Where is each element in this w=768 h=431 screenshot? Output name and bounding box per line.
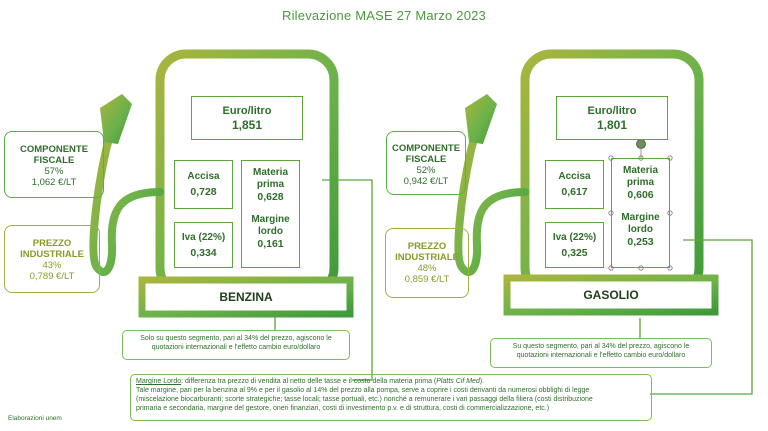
- benzina-euro-label: Euro/litro: [222, 105, 272, 117]
- gasolio-fiscale-pct: 52%: [416, 165, 436, 176]
- gasolio-iva-label: Iva (22%): [552, 232, 597, 243]
- gasolio-euro-box: [556, 96, 668, 140]
- benzina-fiscale-pct: 57%: [44, 166, 64, 177]
- benzina-accisa-value: 0,728: [190, 186, 217, 198]
- gasolio-fiscale-value: 0,942 €/LT: [403, 176, 449, 187]
- gasolio-industriale-line2: INDUSTRIALE: [395, 252, 459, 263]
- benzina-label: BENZINA: [219, 290, 273, 304]
- benzina-industriale-pct: 43%: [42, 260, 62, 271]
- gasolio-industriale-line1: PREZZO: [407, 241, 447, 252]
- gasolio-euro-value: 1,801: [596, 118, 628, 132]
- benzina-iva-value: 0,334: [190, 247, 217, 259]
- gasolio-industriale-value: 0,859 €/LT: [404, 274, 450, 285]
- benzina-accisa-label: Accisa: [187, 171, 220, 182]
- margine-note-line3: (miscelazione biocarburanti; scorte strategiche; tasse locali; tasse portuali, etc.) nonché a remunerare i vari passaggi della filiera (costi distribuzione: [136, 396, 593, 403]
- benzina-industriale-side-box: [4, 225, 100, 293]
- gasolio-materia-line2: prima: [626, 177, 655, 188]
- page-title: Rilevazione MASE 27 Marzo 2023: [282, 8, 486, 23]
- gasolio-industriale-pct: 48%: [417, 263, 437, 274]
- benzina-industriale-value: 0,789 €/LT: [29, 271, 75, 282]
- margine-note-line4: primaria e secondaria, margine del gestore, oneri finanziari, costi di investimento p.v. e di struttura, costi di commercializzazione, etc.): [136, 405, 550, 412]
- benzina-industriale-line2: INDUSTRIALE: [20, 249, 84, 260]
- gasolio-euro-label: Euro/litro: [587, 105, 637, 117]
- gasolio-iva-box: [545, 222, 604, 268]
- gasolio-fiscale-line2: FISCALE: [405, 154, 447, 165]
- gasolio-margine-value: 0,253: [627, 236, 654, 248]
- benzina-fiscale-box: [4, 131, 104, 198]
- benzina-fiscale-value: 1,062 €/LT: [31, 177, 77, 188]
- benzina-margine-line2: lordo: [258, 226, 283, 237]
- benzina-industriale-box: [241, 160, 300, 268]
- margine-note-source: Platts Cif Med: [436, 378, 480, 385]
- benzina-margine-line1: Margine: [251, 214, 290, 225]
- margine-note-def: : differenza tra prezzo di vendita al netto delle tasse e il costo della materia prima (: [181, 378, 437, 385]
- gasolio-margine-line1: Margine: [621, 212, 660, 223]
- gasolio-accisa-label: Accisa: [558, 171, 591, 182]
- margine-note-line2: Tale margine, pari per la benzina al 9% e per il gasolio al 14% del prezzo alla pompa, serve a coprire i costi derivanti da numerosi obblighi di legge: [136, 387, 590, 394]
- footer-credit: Elaborazioni unem: [8, 415, 62, 422]
- gasolio-materia-line1: Materia: [622, 165, 658, 176]
- benzina-materia-value: 0,628: [257, 191, 284, 203]
- benzina-industriale-line1: PREZZO: [32, 238, 72, 249]
- gasolio-fiscale-line1: COMPONENTE: [391, 143, 461, 154]
- benzina-fiscale-line1: COMPONENTE: [19, 144, 89, 155]
- gasolio-segment-note-line1: Su questo segmento, pari al 34% del prezzo, agiscono le: [512, 343, 690, 350]
- gasolio-segment-note-line2: quotazioni internazionali e l'effetto cambio euro/dollaro: [516, 352, 686, 359]
- gasolio-segment-note: [490, 338, 712, 368]
- benzina-fiscale-line2: FISCALE: [33, 155, 75, 166]
- margine-note-term: Margine Lordo: [136, 378, 182, 385]
- benzina-segment-note-line2: quotazioni internazionali e l'effetto cambio euro/dollaro: [151, 344, 321, 351]
- margine-lordo-note: [130, 374, 652, 421]
- benzina-segment-note-line1: Solo su questo segmento, pari al 34% del prezzo, agiscono le: [140, 335, 332, 342]
- gasolio-accisa-value: 0,617: [561, 186, 588, 198]
- gasolio-margine-line2: lordo: [628, 224, 653, 235]
- benzina-accisa-box: [174, 160, 233, 209]
- benzina-euro-box: [191, 96, 303, 140]
- benzina-iva-label: Iva (22%): [181, 232, 226, 243]
- benzina-iva-box: [174, 222, 233, 268]
- margine-note-line1: [136, 377, 646, 386]
- gasolio-industriale-side-box: [385, 228, 469, 298]
- margine-note-def-end: ).: [479, 378, 485, 385]
- gasolio-materia-value: 0,606: [627, 189, 654, 201]
- benzina-materia-line2: prima: [256, 179, 285, 190]
- gasolio-label: GASOLIO: [583, 288, 639, 302]
- gasolio-industriale-box[interactable]: [611, 158, 670, 268]
- benzina-margine-value: 0,161: [257, 238, 284, 250]
- benzina-euro-value: 1,851: [231, 118, 263, 132]
- gasolio-iva-value: 0,325: [561, 247, 588, 259]
- gasolio-accisa-box: [545, 160, 604, 209]
- benzina-materia-line1: Materia: [252, 167, 288, 178]
- gasolio-fiscale-box: [386, 131, 466, 195]
- benzina-segment-note: [122, 330, 350, 360]
